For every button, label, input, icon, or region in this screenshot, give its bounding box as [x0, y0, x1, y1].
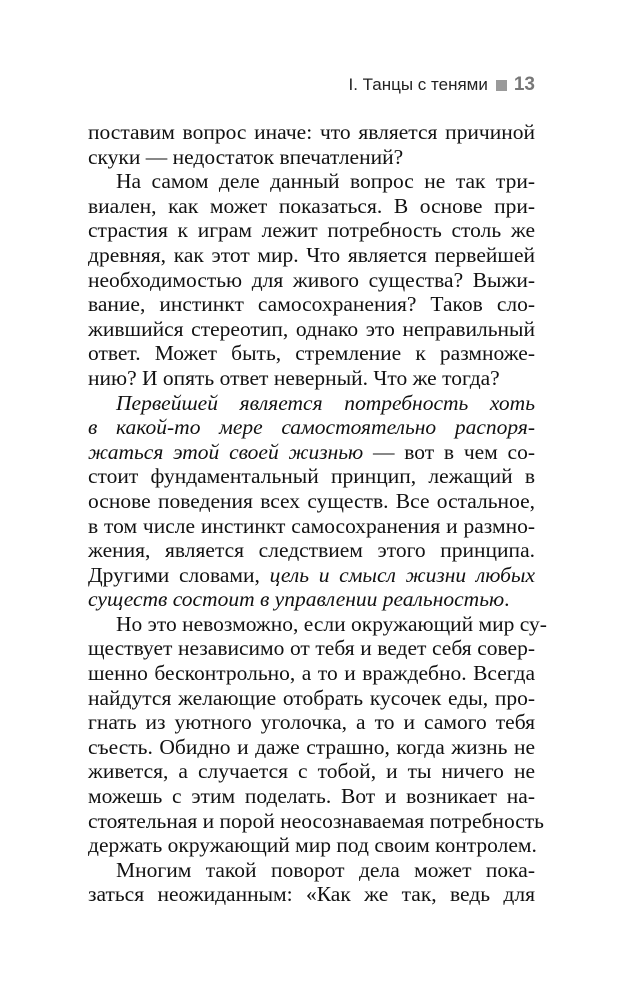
text-span: .: [504, 587, 510, 612]
text-span: съесть. Обидно и даже страшно, когда жизнь не: [88, 734, 535, 759]
text-line: [88, 784, 535, 809]
text-line: [88, 858, 535, 883]
italic-span: существ состоит в управлении реальностью: [88, 587, 505, 612]
text-span: скуки — недостаток впечатлений?: [88, 144, 404, 169]
text-span: шенно бесконтрольно, а то и враждебно. Всегда: [88, 661, 535, 686]
text-line: [88, 710, 535, 735]
text-line: [88, 489, 535, 514]
text-span: виален, как может показаться. В основе при-: [88, 193, 535, 218]
running-header: [348, 74, 535, 96]
text-line: [88, 833, 535, 858]
text-span: живется, а случается с тобой, и ты ничего не: [88, 759, 535, 784]
text-span: необходимостью для живого существа? Выжи-: [88, 267, 535, 292]
text-line: [88, 415, 535, 440]
text-line: [88, 120, 535, 145]
text-line: [88, 686, 535, 711]
text-line: [88, 759, 535, 784]
text-span: можешь с этим поделать. Вот и возникает на-: [88, 784, 535, 809]
text-span: поставим вопрос иначе: что является причиной: [88, 120, 535, 144]
text-line: [88, 464, 535, 489]
text-line: [88, 194, 535, 219]
text-line: [88, 292, 535, 317]
text-line: [88, 735, 535, 760]
text-line: [88, 169, 535, 194]
text-span: древняя, как этот мир. Что является первейшей: [88, 242, 535, 267]
italic-span: цель и смысл жизни любых: [269, 562, 535, 587]
text-span: Но это невозможно, если окружающий мир су-: [116, 611, 547, 636]
text-line: [88, 636, 535, 661]
text-line: [88, 145, 535, 170]
text-line: [88, 366, 535, 391]
text-span: в том числе инстинкт самосохранения и размно-: [88, 513, 535, 538]
text-line: [88, 808, 544, 834]
page-number: 13: [513, 74, 535, 95]
text-span: вание, инстинкт самосохранения? Таков сло-: [88, 292, 535, 317]
text-span: ответ. Может быть, стремление к размноже-: [88, 341, 535, 366]
text-span: Многим такой поворот дела может пока-: [116, 857, 535, 882]
text-span: Другими словами,: [88, 562, 270, 587]
text-line: [88, 341, 535, 366]
text-line: [88, 661, 535, 686]
text-span: — вот в чем со-: [363, 439, 536, 464]
text-line: [88, 563, 535, 588]
text-span: страстия к играм лежит потребность столь же: [88, 218, 535, 243]
text-span: найдутся желающие отобрать кусочек еды, про-: [88, 685, 535, 710]
chapter-title: I. Танцы с тенями: [348, 75, 488, 94]
text-span: заться неожиданным: «Как же так, ведь для: [88, 882, 535, 907]
text-line: [88, 440, 535, 465]
text-span: держать окружающий мир под своим контролем.: [88, 833, 537, 858]
text-line: [88, 882, 535, 907]
text-line: [88, 317, 535, 342]
text-span: стоит фундаментальный принцип, лежащий в: [88, 464, 535, 489]
text-span: жившийся стереотип, однако это неправильный: [88, 316, 535, 341]
text-line: [88, 243, 535, 268]
text-span: гнать из уютного уголочка, а то и самого тебя: [88, 710, 535, 735]
text-line: [88, 268, 535, 293]
separator-square-icon: [496, 80, 507, 91]
italic-span: Первейшей является потребность хоть: [116, 390, 535, 415]
text-span: основе поведения всех существ. Все остальное,: [88, 488, 535, 513]
italic-span: в какой-то мере самостоятельно распоря-: [88, 415, 535, 440]
text-line: [88, 611, 547, 637]
text-line: [88, 587, 535, 612]
text-span: стоятельная и порой неосознаваемая потребность: [88, 808, 544, 833]
text-line: [88, 514, 535, 539]
text-span: жения, является следствием этого принципа.: [88, 538, 535, 563]
text-line: [88, 538, 535, 563]
body-text: [88, 120, 547, 907]
text-span: ществует независимо от тебя и ведет себя совер-: [88, 636, 535, 661]
text-span: На самом деле данный вопрос не так три-: [116, 169, 535, 194]
text-line: [88, 391, 535, 416]
italic-span: жаться этой своей жизнью: [88, 439, 364, 464]
text-span: нию? И опять ответ неверный. Что же тогда?: [88, 365, 500, 390]
text-line: [88, 218, 535, 243]
